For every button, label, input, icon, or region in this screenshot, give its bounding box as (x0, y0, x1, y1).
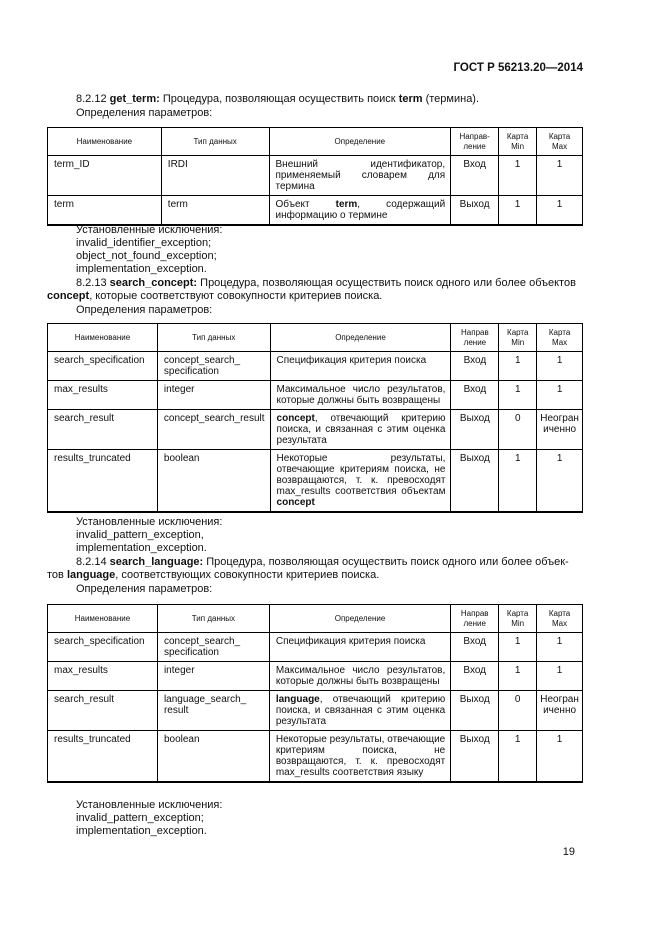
cell-max: 1 (537, 662, 583, 691)
cell-name: max_results (48, 381, 158, 410)
col-header-name: Наименование (48, 605, 158, 633)
cell-max: 1 (537, 196, 583, 226)
cell-name: search_result (48, 691, 158, 731)
col-header-max: Карта Max (537, 128, 583, 156)
exception-item: implementation_exception. (76, 825, 207, 837)
col-header-def: Определение (269, 128, 451, 156)
cell-def: Некоторые результаты, отвечающие критериям поиска, не возвращаются, т. к. превосходят max_results соответствия объектам concept (270, 450, 451, 513)
table-row (48, 381, 583, 410)
cell-min: 1 (499, 156, 537, 196)
params-label: Определения параметров: (76, 583, 213, 595)
col-header-min: Карта Min (499, 324, 537, 352)
cell-min: 1 (499, 450, 537, 513)
col-header-direction: Направ ление (451, 605, 499, 633)
cell-min: 1 (499, 662, 537, 691)
table-row (48, 662, 583, 691)
col-header-def: Определение (270, 324, 451, 352)
cell-min: 1 (499, 731, 537, 783)
cell-type: boolean (157, 731, 269, 783)
cell-max: 1 (537, 381, 583, 410)
params-table-get-term (47, 127, 583, 226)
col-header-type: Тип данных (161, 128, 269, 156)
cell-name: search_specification (48, 633, 158, 662)
cell-type: concept_search_result (157, 410, 270, 450)
params-label: Определения параметров: (76, 107, 213, 119)
section-8-2-13-continuation: concept, которые соответствуют совокупности критериев поиска. (47, 290, 383, 302)
section-8-2-13-heading: 8.2.13 search_concept: Процедура, позволяющая осуществить поиск одного или более объектов (76, 277, 576, 289)
cell-name: term (48, 196, 162, 226)
cell-def: Спецификация критерия поиска (269, 633, 450, 662)
cell-def: concept, отвечающий критерию поиска, и связанная с этим оценка результата (270, 410, 451, 450)
cell-def: Спецификация критерия поиска (270, 352, 451, 381)
cell-def: Максимальное число результатов, которые должны быть возвращены (269, 662, 450, 691)
exception-item: invalid_pattern_exception; (76, 812, 204, 824)
col-header-name: Наименование (48, 128, 162, 156)
page-number: 19 (562, 846, 575, 858)
cell-name: results_truncated (48, 450, 158, 513)
cell-name: search_result (48, 410, 158, 450)
cell-def: Внешний идентификатор, применяемый словарем для термина (269, 156, 451, 196)
params-label: Определения параметров: (76, 304, 213, 316)
cell-def: Некоторые результаты, отвечающие критериям поиска, не возвращаются, т. к. превосходят max_results соответствия языку (269, 731, 450, 783)
col-header-min: Карта Min (499, 128, 537, 156)
table-row (48, 196, 583, 226)
col-header-min: Карта Min (499, 605, 537, 633)
section-8-2-14-heading: 8.2.14 search_language: Процедура, позволяющая осуществить поиск одного или более объек- (76, 556, 569, 568)
section-8-2-14-continuation: тов language, соответствующих совокупности критериев поиска. (47, 569, 380, 581)
cell-def: Объект term, содержащий информацию о термине (269, 196, 451, 226)
cell-max: Неограниченно (537, 691, 583, 731)
col-header-type: Тип данных (157, 324, 270, 352)
cell-min: 1 (499, 381, 537, 410)
exception-item: implementation_exception. (76, 263, 207, 275)
cell-name: results_truncated (48, 731, 158, 783)
cell-type: integer (157, 381, 270, 410)
cell-max: 1 (537, 156, 583, 196)
table-row (48, 352, 583, 381)
cell-min: 1 (499, 352, 537, 381)
document-header: ГОСТ Р 56213.20—2014 (453, 62, 583, 74)
cell-direction: Вход (451, 633, 499, 662)
cell-direction: Выход (451, 410, 499, 450)
cell-max: 1 (537, 450, 583, 513)
cell-min: 1 (499, 633, 537, 662)
cell-name: term_ID (48, 156, 162, 196)
cell-max: 1 (537, 352, 583, 381)
cell-min: 1 (499, 196, 537, 226)
col-header-name: Наименование (48, 324, 158, 352)
exception-item: invalid_identifier_exception; (76, 237, 212, 249)
cell-direction: Вход (451, 381, 499, 410)
cell-name: max_results (48, 662, 158, 691)
col-header-type: Тип данных (157, 605, 269, 633)
cell-def: language, отвечающий критерию поиска, и связанная с этим оценка результата (269, 691, 450, 731)
exception-item: object_not_found_exception; (76, 250, 217, 262)
cell-direction: Вход (451, 352, 499, 381)
cell-type: integer (157, 662, 269, 691)
cell-def: Максимальное число результатов, которые должны быть возвращены (270, 381, 451, 410)
cell-min: 0 (499, 410, 537, 450)
cell-type: concept_search_ specification (157, 633, 269, 662)
col-header-def: Определение (269, 605, 450, 633)
col-header-direction: Направ ление (451, 324, 499, 352)
exceptions-title: Установленные исключения: (76, 224, 223, 236)
table-row (48, 450, 583, 513)
cell-max: Неограниченно (537, 410, 583, 450)
col-header-max: Карта Max (537, 324, 583, 352)
cell-direction: Выход (451, 450, 499, 513)
table-row (48, 633, 583, 662)
cell-type: IRDI (161, 156, 269, 196)
params-table-search-language (47, 604, 583, 783)
exceptions-title: Установленные исключения: (76, 516, 223, 528)
col-header-direction: Направ- ление (451, 128, 499, 156)
cell-direction: Вход (451, 662, 499, 691)
cell-max: 1 (537, 731, 583, 783)
exception-item: invalid_pattern_exception, (76, 529, 204, 541)
cell-direction: Вход (451, 156, 499, 196)
cell-min: 0 (499, 691, 537, 731)
cell-type: boolean (157, 450, 270, 513)
exception-item: implementation_exception. (76, 542, 207, 554)
cell-type: language_search_ result (157, 691, 269, 731)
cell-direction: Выход (451, 196, 499, 226)
exceptions-title: Установленные исключения: (76, 799, 223, 811)
col-header-max: Карта Max (537, 605, 583, 633)
table-row (48, 156, 583, 196)
section-8-2-12-heading: 8.2.12 get_term: Процедура, позволяющая осуществить поиск term (термина). (76, 93, 480, 105)
cell-direction: Выход (451, 731, 499, 783)
cell-name: search_specification (48, 352, 158, 381)
table-row (48, 410, 583, 450)
table-row (48, 731, 583, 783)
cell-type: concept_search_ specification (157, 352, 270, 381)
cell-type: term (161, 196, 269, 226)
table-row (48, 691, 583, 731)
params-table-search-concept (47, 323, 583, 513)
cell-max: 1 (537, 633, 583, 662)
cell-direction: Выход (451, 691, 499, 731)
